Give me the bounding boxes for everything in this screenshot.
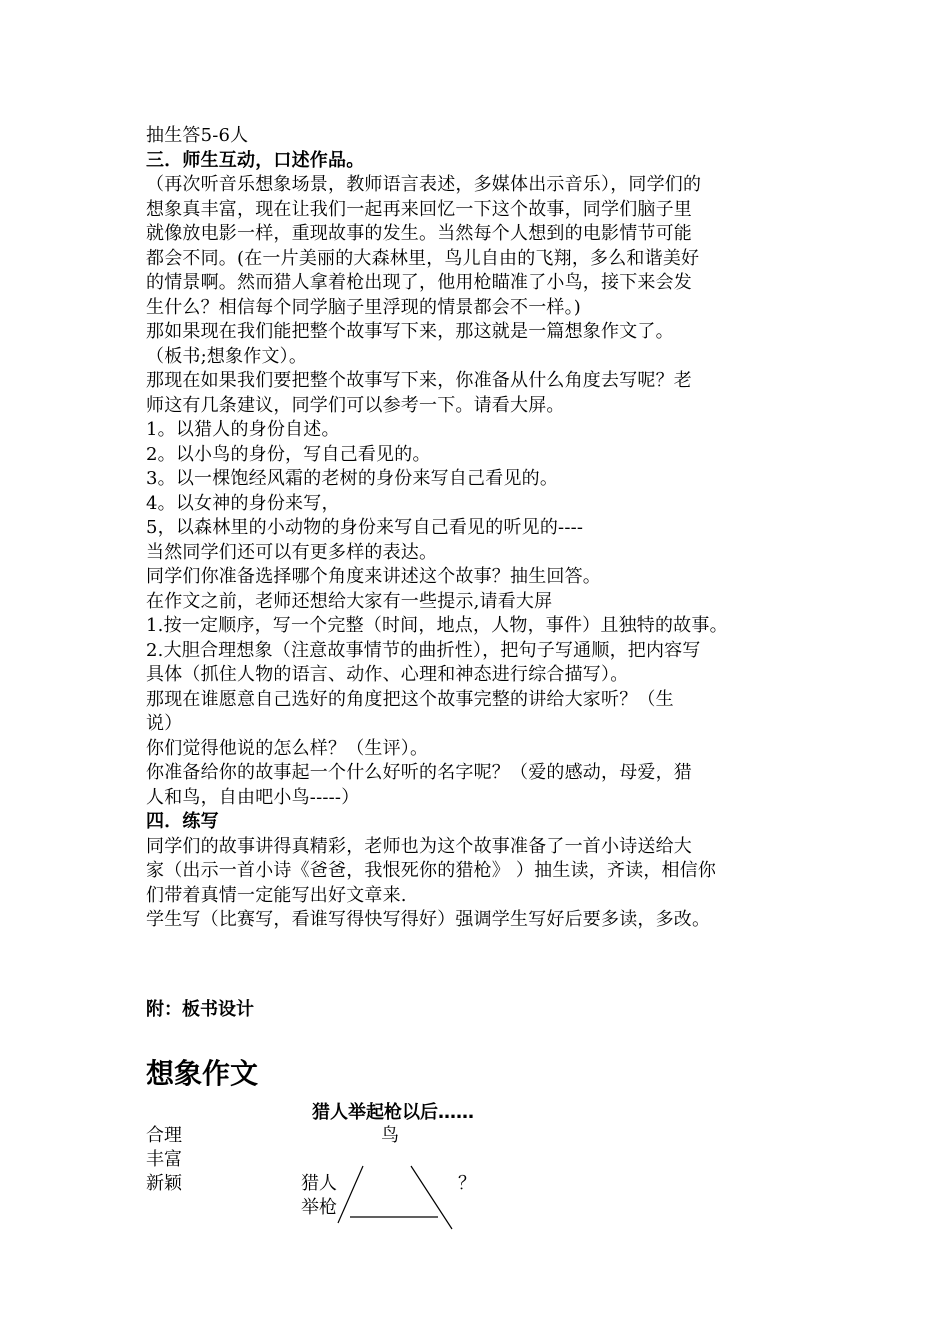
text-line: 具体（抓住人物的语言、动作、心理和神态进行综合描写）。 xyxy=(146,664,629,685)
text-line: 5，以森林里的小动物的身份来写自己看见的听见的---- xyxy=(146,517,584,538)
text-line: 都会不同。(在一片美丽的大森林里，鸟儿自由的飞翔，多么和谐美好 xyxy=(146,247,700,269)
board-word-2: 丰富 xyxy=(146,1149,182,1170)
text-line: 学生写（比赛写，看谁写得快写得好）强调学生写好后要多读，多改。 xyxy=(146,909,711,930)
text-line: 4。以女神的身份来写， xyxy=(146,492,340,514)
text-line: 3。以一棵饱经风霜的老树的身份来写自己看见的。 xyxy=(146,468,559,489)
text-line: 师这有几条建议，同学们可以参考一下。请看大屏。 xyxy=(146,394,565,416)
appendix-heading: 附：板书设计 xyxy=(146,999,254,1020)
text-line: 抽生答5-6人 xyxy=(146,125,249,146)
text-line: 那现在谁愿意自己选好的角度把这个故事完整的讲给大家听？（生 xyxy=(146,688,674,710)
text-line: 1.按一定顺序，写一个完整（时间，地点，人物，事件）且独特的故事。 xyxy=(146,615,728,636)
board-subtitle: 猎人举起枪以后…… xyxy=(312,1102,474,1123)
text-line: 们带着真情一定能写出好文章来. xyxy=(146,884,407,906)
board-question-mark: ？ xyxy=(458,1173,476,1194)
text-line: 那现在如果我们要把整个故事写下来，你准备从什么角度去写呢？老 xyxy=(146,370,692,391)
text-line: 你准备给你的故事起一个什么好听的名字呢？（爱的感动，母爱，猎 xyxy=(146,762,692,783)
text-line: 家（出示一首小诗《爸爸，我恨死你的猎枪》 ）抽生读，齐读，相信你 xyxy=(146,860,717,881)
board-word-1: 合理 xyxy=(146,1125,182,1146)
text-line: 人和鸟，自由吧小鸟-----） xyxy=(146,786,360,808)
text-line: 生什么？相信每个同学脑子里浮现的情景都会不一样。) xyxy=(146,296,582,318)
text-line: 同学们的故事讲得真精彩，老师也为这个故事准备了一首小诗送给大 xyxy=(146,835,692,857)
text-line: 就像放电影一样，重现故事的发生。当然每个人想到的电影情节可能 xyxy=(146,223,692,244)
text-line: 的情景啊。然而猎人拿着枪出现了，他用枪瞄准了小鸟，接下来会发 xyxy=(146,272,692,293)
text-line: 说） xyxy=(146,713,183,734)
text-line: 你们觉得他说的怎么样？（生评）。 xyxy=(146,737,429,759)
text-line: 2.大胆合理想象（注意故事情节的曲折性），把句子写通顺，把内容写 xyxy=(146,639,701,661)
board-word-3: 新颖 xyxy=(146,1173,182,1194)
text-line: 想象真丰富，现在让我们一起再来回忆一下这个故事，同学们脑子里 xyxy=(146,198,692,220)
board-hunter-label: 猎人 xyxy=(301,1173,337,1194)
diagram-left-line xyxy=(338,1166,363,1223)
text-line: （再次听音乐想象场景，教师语言表述，多媒体出示音乐），同学们的 xyxy=(146,174,702,195)
section-heading: 四．练写 xyxy=(146,811,219,832)
text-line: 2。以小鸟的身份，写自己看见的。 xyxy=(146,443,431,465)
text-line: 同学们你准备选择哪个角度来讲述这个故事？抽生回答。 xyxy=(146,566,601,587)
text-line: 当然同学们还可以有更多样的表达。 xyxy=(146,541,438,563)
text-line: 1。以猎人的身份自述。 xyxy=(146,419,340,440)
board-bird-label: 鸟 xyxy=(381,1125,399,1146)
diagram-right-line xyxy=(411,1166,452,1229)
board-raise-gun-label: 举枪 xyxy=(301,1197,337,1218)
text-line: 在作文之前，老师还想给大家有一些提示,请看大屏 xyxy=(146,590,553,612)
section-heading: 三．师生互动，口述作品。 xyxy=(146,149,365,171)
text-line: 那如果现在我们能把整个故事写下来，那这就是一篇想象作文了。 xyxy=(146,321,674,342)
board-title: 想象作文 xyxy=(146,1057,259,1090)
text-line: （板书;想象作文）。 xyxy=(146,345,308,367)
